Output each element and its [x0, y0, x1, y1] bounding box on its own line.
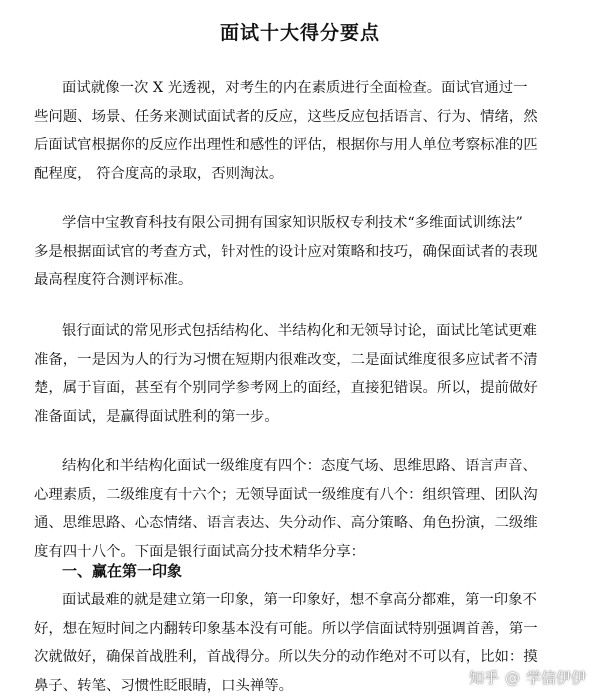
paragraph-line: 面试最难的就是建立第一印象，第一印象好，想不拿高分都难，第一印象不	[62, 586, 554, 615]
paragraph-2	[62, 209, 554, 295]
watermark-separator: @	[505, 669, 520, 687]
paragraph-line: 面试就像一次 X 光透视，对考生的内在素质进行全面检查。面试官通过一	[62, 74, 554, 103]
zhihu-watermark	[469, 667, 586, 688]
paragraph-line: 通、思维思路、心态情绪、语言表达、失分动作、高分策略、角色扮演，二级维	[34, 509, 554, 538]
paragraph-line: 多是根据面试官的考查方式，针对性的设计应对策略和技巧，确保面试者的表现	[34, 238, 554, 267]
paragraph-line: 配程度， 符合度高的录取，否则淘汰。	[34, 160, 554, 189]
paragraph-line: 准备，一是因为人的行为习惯在短期内很难改变，二是面试维度很多应试者不清	[34, 346, 554, 375]
paragraph-line: 后面试官根据你的反应作出理性和感性的评估，根据你与用人单位考察标准的匹	[34, 131, 554, 160]
paragraph-line: 最高程度符合测评标准。	[34, 266, 554, 295]
paragraph-4	[62, 452, 554, 566]
watermark-author: 学信伊伊	[526, 667, 586, 688]
paragraph-3	[62, 317, 554, 431]
paragraph-line: 次就做好，确保首战胜利，首战得分。所以失分的动作绝对不可以有，比如：摸	[34, 643, 554, 672]
paragraph-line: 银行面试的常见形式包括结构化、半结构化和无领导讨论，面试比笔试更难	[62, 317, 554, 346]
paragraph-line: 鼻子、转笔、习惯性眨眼睛，口头禅等。	[34, 672, 554, 700]
paragraph-line: 些问题、场景、任务来测试面试者的反应，这些反应包括语言、行为、情绪，然	[34, 103, 554, 132]
watermark-site: 知乎	[469, 667, 499, 688]
paragraph-line: 好，想在短时间之内翻转印象基本没有可能。所以学信面试特别强调首善，第一	[34, 615, 554, 644]
section-heading: 一、赢在第一印象	[62, 560, 182, 581]
document-title: 面试十大得分要点	[0, 18, 600, 45]
paragraph-line: 度有四十八个。下面是银行面试高分技术精华分享：	[34, 538, 554, 567]
paragraph-line: 准备面试，是赢得面试胜利的第一步。	[34, 403, 554, 432]
paragraph-line: 学信中宝教育科技有限公司拥有国家知识版权专利技术“多维面试训练法”	[62, 209, 554, 238]
paragraph-line: 楚，属于盲面，甚至有个别同学参考网上的面经，直接犯错误。所以，提前做好	[34, 374, 554, 403]
paragraph-1	[62, 74, 554, 188]
paragraph-line: 结构化和半结构化面试一级维度有四个：态度气场、思维思路、语言声音、	[62, 452, 554, 481]
paragraph-line: 心理素质，二级维度有十六个；无领导面试一级维度有八个：组织管理、团队沟	[34, 481, 554, 510]
